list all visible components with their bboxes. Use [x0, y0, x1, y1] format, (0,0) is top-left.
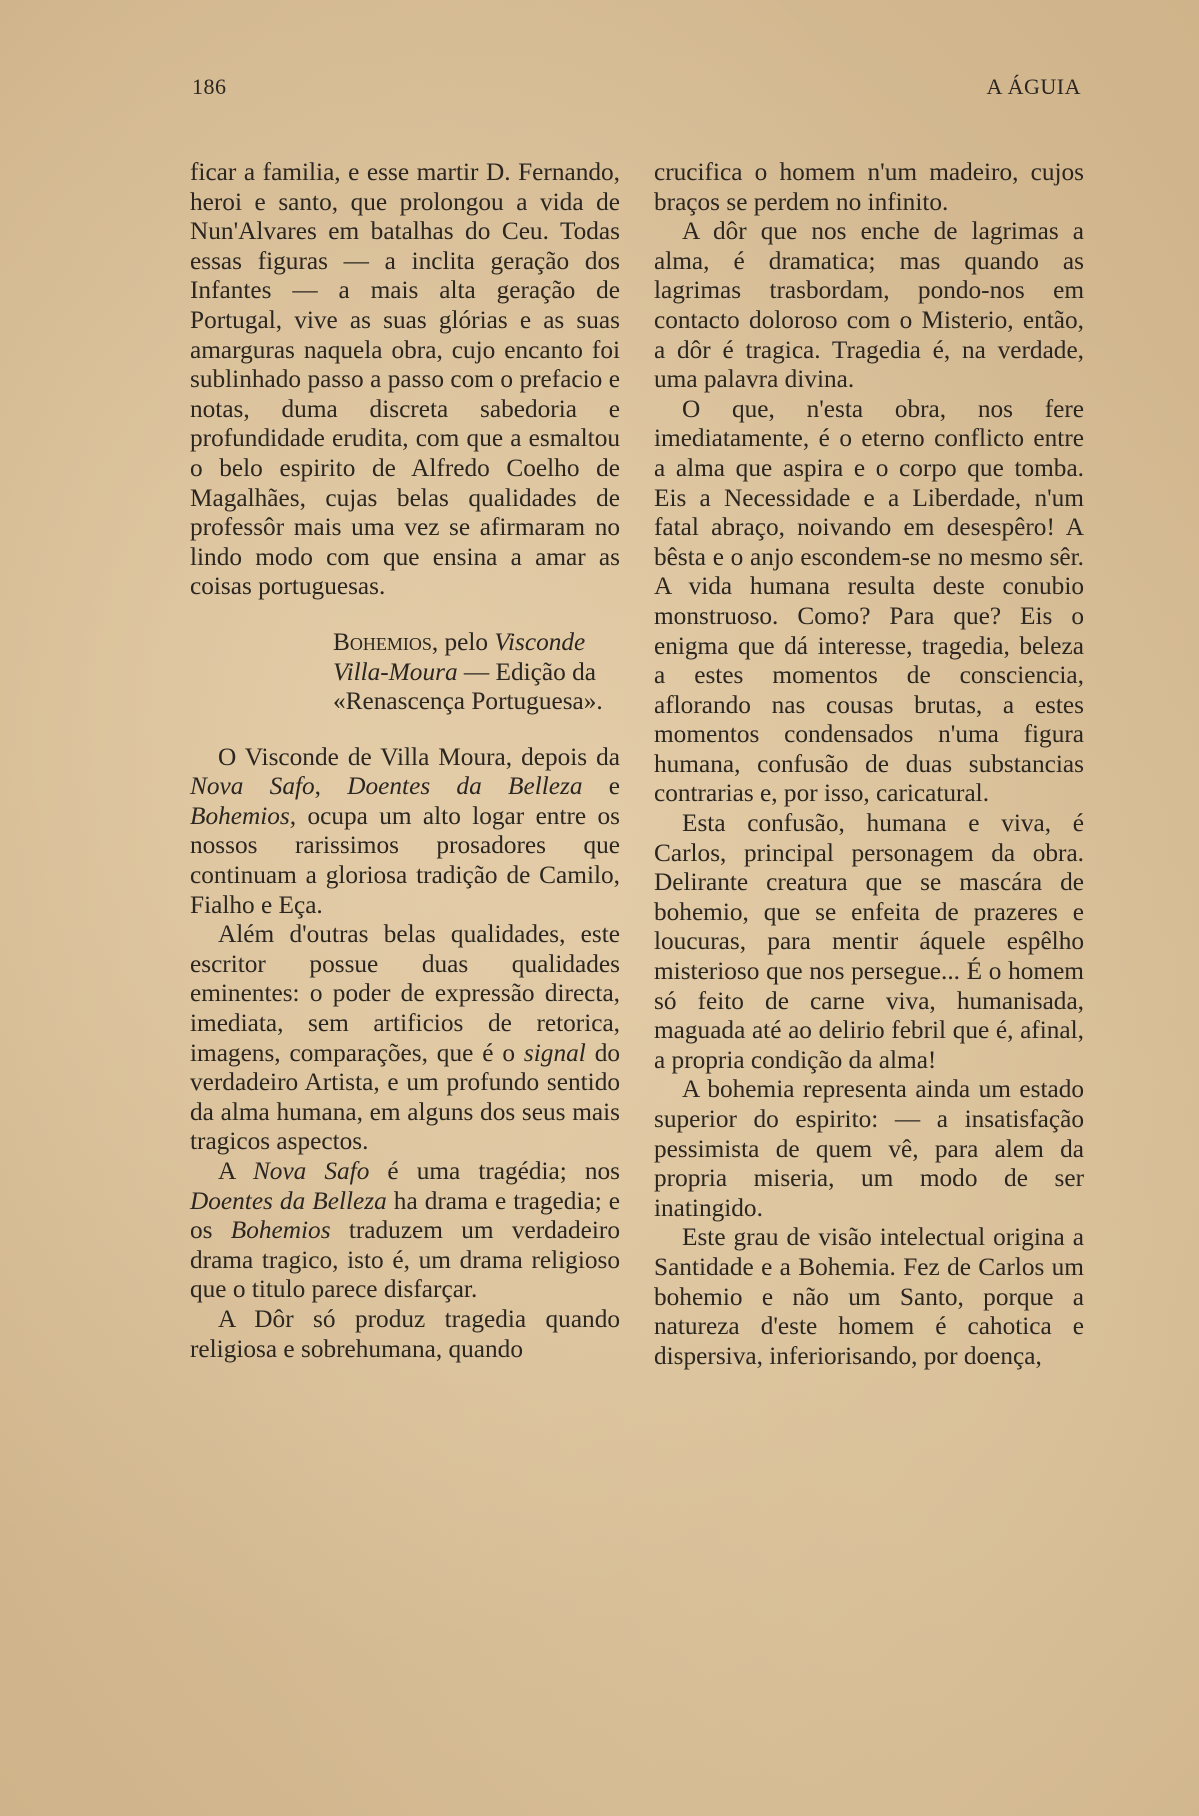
paragraph: crucifica o homem n'um madeiro, cujos braços se perdem no infinito. — [654, 158, 1084, 216]
book-edition: — Edição da «Renascença Portuguesa». — [333, 657, 603, 716]
right-column — [654, 158, 1084, 1371]
review-heading — [333, 628, 620, 717]
paragraph: O que, n'esta obra, nos fere imediatamente, é o eterno conflicto entre a alma que aspira e o corpo que tomba. Eis a Necessidade e a Liberdade, n'um fatal abraço, noivando em desespêro! A bêsta e o anjo escondem-se no mesmo sêr. A vida humana resulta deste conubio monstruoso. Como? Para que? Eis o enigma que dá interesse, tragedia, beleza a estes momentos de consciencia, aflorando nas cousas brutas, a estes momentos condensados n'uma figura humana, confusão de duas substancias contrarias e, por isso, caricatural. — [654, 394, 1084, 808]
book-title: Bohemios — [333, 627, 432, 656]
paragraph: Além d'outras belas qualidades, este escritor possue duas qualidades eminentes: o poder de expressão directa, imediata, sem artificios de retorica, imagens, comparações, que é o signal do verdadeiro Artista, e um profundo sentido da alma humana, em alguns dos seus mais tragicos aspectos. — [190, 920, 620, 1156]
paragraph: Este grau de visão intelectual origina a Santidade e a Bohemia. Fez de Carlos um bohemio e não um Santo, porque a natureza d'este homem é cahotica e dispersiva, inferiorisando, por doença, — [654, 1223, 1084, 1370]
paragraph: A Dôr só produz tragedia quando religiosa e sobrehumana, quando — [190, 1304, 620, 1363]
paragraph: A dôr que nos enche de lagrimas a alma, é dramatica; mas quando as lagrimas trasbordam, pondo-nos em contacto doloroso com o Misterio, então, a dôr é tragica. Tragedia é, na verdade, uma palavra divina. — [654, 217, 1084, 394]
heading-by: , pelo — [431, 627, 495, 656]
paragraph: A bohemia representa ainda um estado superior do espirito: — a insatisfação pessimista de quem vê, para alem da propria miseria, um modo de ser inatingido. — [654, 1075, 1084, 1222]
journal-title: A ÁGUIA — [986, 74, 1081, 99]
running-head — [192, 74, 1081, 100]
paragraph: Esta confusão, humana e viva, é Carlos, principal personagem da obra. Delirante creatura que se mascára de bohemio, que se enfeita de prazeres e loucuras, para mentir áquele espêlho misterioso que nos persegue... É o homem só feito de carne viva, humanisada, maguada até ao delirio febril que é, afinal, a propria condição da alma! — [654, 809, 1084, 1074]
left-column — [190, 158, 620, 1364]
paragraph: ficar a familia, e esse martir D. Fernando, heroi e santo, que prolongou a vida de Nun'Alvares em batalhas do Ceu. Todas essas figuras — a inclita geração dos Infantes — a mais alta geração de Portugal, vive as suas glórias e as suas amarguras naquela obra, cujo encanto foi sublinhado passo a passo com o prefacio e notas, duma discreta sabedoria e profundidade erudita, com que a esmaltou o belo espirito de Alfredo Coelho de Magalhães, cujas belas qualidades de professôr mais uma vez se afirmaram no lindo modo com que ensina a amar as coisas portuguesas. — [190, 158, 620, 601]
book-author: Visconde Villa-Moura — [333, 627, 586, 686]
page-number: 186 — [192, 74, 227, 99]
paragraph: O Visconde de Villa Moura, depois da Nova Safo, Doentes da Belleza e Bohemios, ocupa um alto logar entre os nossos rarissimos prosadores que continuam a gloriosa tradição de Camilo, Fialho e Eça. — [190, 742, 620, 919]
paragraph: A Nova Safo é uma tragédia; nos Doentes da Belleza ha drama e tragedia; e os Bohemios traduzem um verdadeiro drama tragico, isto é, um drama religioso que o titulo parece disfarçar. — [190, 1157, 621, 1304]
